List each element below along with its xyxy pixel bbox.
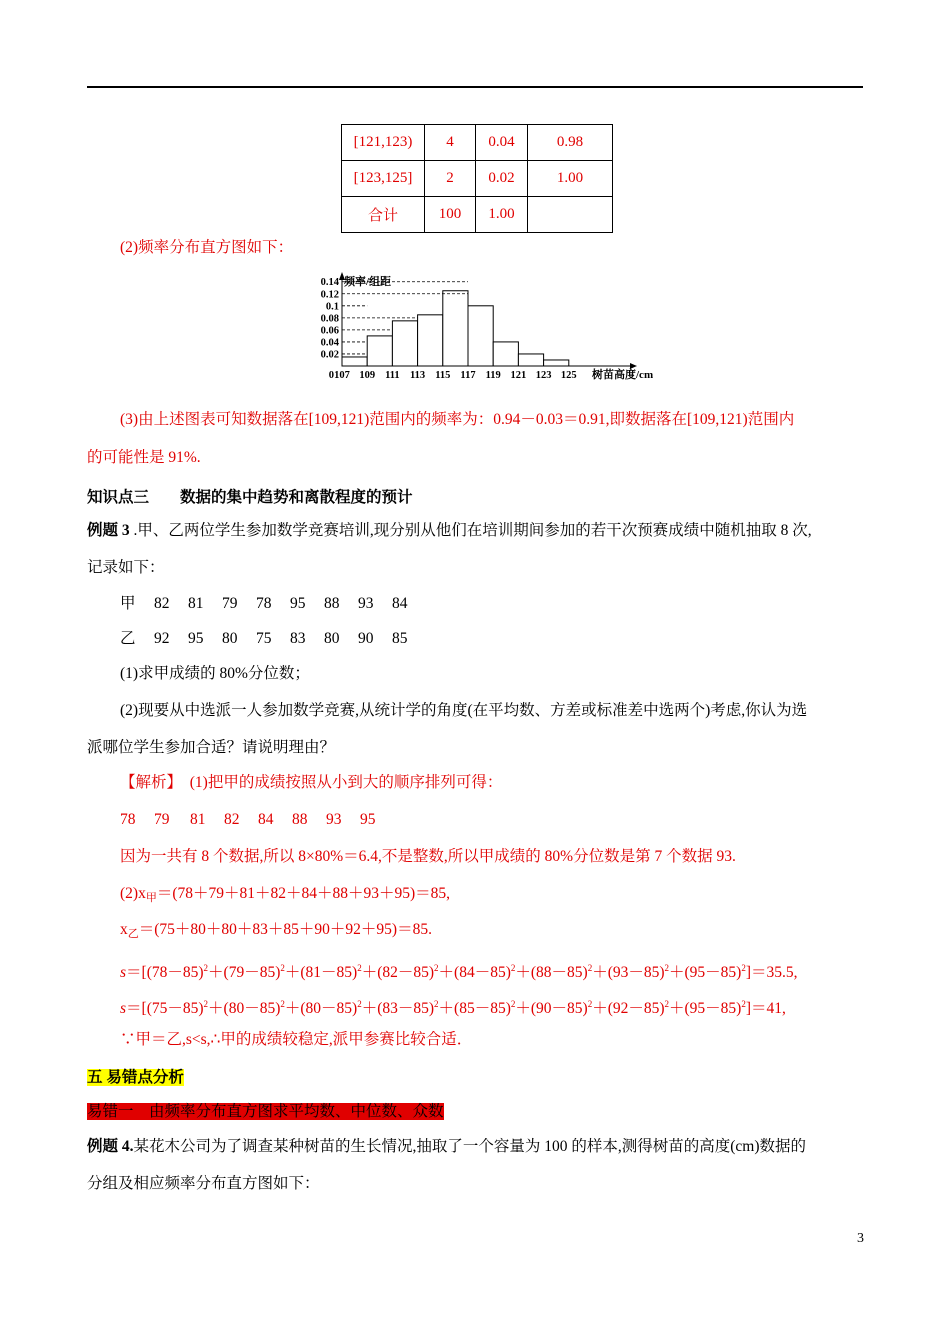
sorted-value: 78 xyxy=(120,811,136,828)
question-2-line1: (2)现要从中选派一人参加数学竞赛,从统计学的角度(在平均数、方差或标准差中选两个)考虑,你认为选 xyxy=(120,702,808,719)
mean-symbol: (2)x xyxy=(120,885,146,902)
square: 2 xyxy=(203,999,209,1009)
x-tick-label: 113 xyxy=(410,370,426,381)
histogram-chart xyxy=(300,268,680,390)
y-tick-label: 0.04 xyxy=(320,337,339,349)
variance-term: ＝[(75－85) xyxy=(126,1000,204,1017)
mean-jia xyxy=(120,884,450,908)
x-tick-label: 121 xyxy=(510,370,527,381)
scores-jia-name: 甲 xyxy=(120,595,136,612)
table-row xyxy=(342,161,613,197)
x-tick-label: 117 xyxy=(460,370,476,381)
example4-label: 例题 4. xyxy=(87,1138,134,1155)
example3-line2: 记录如下： xyxy=(87,559,165,576)
x-tick-label: 115 xyxy=(435,370,451,381)
example4-line2: 分组及相应频率分布直方图如下： xyxy=(87,1175,320,1192)
x-tick-label: 119 xyxy=(485,370,501,381)
histogram-bar xyxy=(392,321,417,366)
score-value: 80 xyxy=(222,630,238,647)
table-cell: [123,125] xyxy=(342,161,425,197)
y-tick-label: 0.02 xyxy=(320,349,339,361)
table-cell: 0.04 xyxy=(476,125,528,161)
sorted-value: 93 xyxy=(326,811,342,828)
table-row xyxy=(342,197,613,233)
mean-subscript: 甲 xyxy=(145,892,157,904)
square: 2 xyxy=(741,963,746,973)
sorted-value: 79 xyxy=(154,811,170,828)
conclusion: ∵甲＝乙,s<s,∴甲的成绩较稳定,派甲参赛比较合适． xyxy=(120,1031,473,1048)
sorted-value: 84 xyxy=(258,811,274,828)
mean-symbol: x xyxy=(120,921,128,938)
table-cell: 2 xyxy=(425,161,476,197)
header-rule xyxy=(87,86,863,88)
scores-jia xyxy=(120,594,426,614)
square: 2 xyxy=(434,999,439,1009)
histogram-bar xyxy=(493,342,518,366)
square: 2 xyxy=(510,963,516,973)
y-tick-label: 0.08 xyxy=(320,313,339,325)
score-value: 88 xyxy=(324,595,340,612)
square: 2 xyxy=(203,963,209,973)
square: 2 xyxy=(587,963,593,973)
square: 2 xyxy=(357,999,362,1009)
variance-term: ＋(83－85) xyxy=(361,1000,435,1017)
square: 2 xyxy=(587,999,593,1009)
x-tick-label: 125 xyxy=(560,370,577,381)
page-number: 3 xyxy=(857,1231,864,1246)
mean-yi xyxy=(120,920,432,944)
section3-heading: 知识点三 数据的集中趋势和离散程度的预计 xyxy=(87,489,413,506)
table-cell: [121,123) xyxy=(342,125,425,161)
score-value: 81 xyxy=(188,595,204,612)
square: 2 xyxy=(280,999,285,1009)
sorted-value: 95 xyxy=(360,811,376,828)
percentile-line: 因为一共有 8 个数据,所以 8×80%＝6.4,不是整数,所以甲成绩的 80%分位数是第 7 个数据 93. xyxy=(120,848,736,865)
mistake1-banner xyxy=(87,1102,444,1122)
score-value: 95 xyxy=(188,630,204,647)
mean-subscript: 乙 xyxy=(127,928,139,940)
part3-line1: (3)由上述图表可知数据落在[109,121)范围内的频率为：0.94－0.03＝0.91,即数据落在[109,121)范围内 xyxy=(120,411,795,428)
section5-heading-text: 五 易错点分析 xyxy=(87,1069,184,1086)
table-cell: 1.00 xyxy=(476,197,528,233)
s-symbol: s xyxy=(120,964,127,981)
part2-label: (2)频率分布直方图如下： xyxy=(120,239,294,256)
part3-line2: 的可能性是 91%. xyxy=(87,449,201,466)
variance-term: ＋(82－85) xyxy=(361,964,435,981)
variance-term: ＋(93－85) xyxy=(592,964,665,981)
square: 2 xyxy=(510,999,516,1009)
y-tick-label: 0.1 xyxy=(325,301,339,313)
example4-line1 xyxy=(87,1137,806,1157)
table-cell: 1.00 xyxy=(528,161,613,197)
scores-yi xyxy=(120,629,426,649)
origin-label: 0 xyxy=(328,370,334,381)
variance-term: ＋(80－85) xyxy=(284,1000,358,1017)
score-value: 84 xyxy=(392,595,408,612)
mean-expression: ＝(75＋80＋80＋83＋85＋90＋92＋95)＝85. xyxy=(138,921,432,938)
table-cell xyxy=(528,197,613,233)
histogram-bar xyxy=(468,306,493,366)
variance-jia xyxy=(120,958,798,983)
example3-label: 例题 3 xyxy=(87,522,130,539)
solution-intro xyxy=(120,773,502,793)
question-1: (1)求甲成绩的 80%分位数； xyxy=(120,665,310,682)
y-tick-label: 0.12 xyxy=(320,289,339,301)
variance-term: ＋(85－85) xyxy=(438,1000,511,1017)
solution-tag: 【解析】 xyxy=(120,774,175,791)
example4-text: 某花木公司为了调查某种树苗的生长情况,抽取了一个容量为 100 的样本,测得树苗的高度(cm)数据的 xyxy=(133,1138,807,1155)
histogram-bar xyxy=(342,357,367,366)
table-row xyxy=(342,125,613,161)
sorted-value: 82 xyxy=(224,811,240,828)
score-value: 79 xyxy=(222,595,238,612)
square: 2 xyxy=(434,963,439,973)
histogram-bar xyxy=(367,336,392,366)
x-tick-label: 107 xyxy=(334,370,350,381)
histogram-bar xyxy=(544,360,569,366)
variance-yi xyxy=(120,994,786,1019)
x-tick-label: 123 xyxy=(535,370,552,381)
histogram-bar xyxy=(418,315,443,366)
histogram-bar xyxy=(518,354,543,366)
s-symbol: s xyxy=(120,1000,127,1017)
histogram-bar xyxy=(443,291,468,366)
variance-term: ＋(95－85) xyxy=(669,1000,742,1017)
score-value: 80 xyxy=(324,630,340,647)
score-value: 90 xyxy=(358,630,374,647)
y-tick-label: 0.06 xyxy=(320,325,339,337)
y-tick-label: 0.14 xyxy=(320,277,339,289)
question-2-line2: 派哪位学生参加合适？请说明理由？ xyxy=(87,739,336,756)
square: 2 xyxy=(280,963,285,973)
variance-term: ＋(90－85) xyxy=(515,1000,588,1017)
square: 2 xyxy=(664,999,670,1009)
frequency-table xyxy=(341,124,613,233)
variance-term: ＋(79－85) xyxy=(208,964,281,981)
x-tick-label: 109 xyxy=(359,370,376,381)
table-cell: 合计 xyxy=(342,197,425,233)
square: 2 xyxy=(741,999,746,1009)
score-value: 83 xyxy=(290,630,306,647)
scores-yi-name: 乙 xyxy=(120,630,136,647)
section5-heading xyxy=(87,1068,184,1088)
score-value: 92 xyxy=(154,630,170,647)
mean-expression: ＝(78＋79＋81＋82＋84＋88＋93＋95)＝85, xyxy=(156,885,451,902)
variance-term: ＋(80－85) xyxy=(208,1000,281,1017)
score-value: 78 xyxy=(256,595,272,612)
x-tick-label: 111 xyxy=(385,370,400,381)
score-value: 82 xyxy=(154,595,170,612)
variance-result: ]＝35.5, xyxy=(745,964,798,981)
variance-result: ]＝41, xyxy=(745,1000,786,1017)
table-cell: 100 xyxy=(425,197,476,233)
x-axis-title: 树苗高度/cm xyxy=(592,369,654,381)
sorted-value: 88 xyxy=(292,811,308,828)
y-axis-title: 频率/组距 xyxy=(344,276,392,288)
table-cell: 0.02 xyxy=(476,161,528,197)
variance-term: ＋(88－85) xyxy=(515,964,588,981)
sorted-scores xyxy=(120,810,394,830)
solution-intro-text: (1)把甲的成绩按照从小到大的顺序排列可得： xyxy=(174,774,503,791)
score-value: 85 xyxy=(392,630,408,647)
variance-term: ＋(81－85) xyxy=(284,964,358,981)
variance-term: ＋(92－85) xyxy=(592,1000,665,1017)
mistake1-text: 易错一 由频率分布直方图求平均数、中位数、众数 xyxy=(87,1103,444,1120)
table-cell: 4 xyxy=(425,125,476,161)
score-value: 93 xyxy=(358,595,374,612)
example3-line1 xyxy=(87,521,812,541)
table-cell: 0.98 xyxy=(528,125,613,161)
variance-term: ＋(84－85) xyxy=(438,964,511,981)
score-value: 75 xyxy=(256,630,272,647)
square: 2 xyxy=(357,963,362,973)
sorted-value: 81 xyxy=(190,811,206,828)
example3-text: .甲、乙两位学生参加数学竞赛培训,现分别从他们在培训期间参加的若干次预赛成绩中随机抽取 8 次, xyxy=(129,522,812,539)
score-value: 95 xyxy=(290,595,306,612)
variance-term: ＋(95－85) xyxy=(669,964,742,981)
square: 2 xyxy=(664,963,670,973)
variance-term: ＝[(78－85) xyxy=(126,964,204,981)
